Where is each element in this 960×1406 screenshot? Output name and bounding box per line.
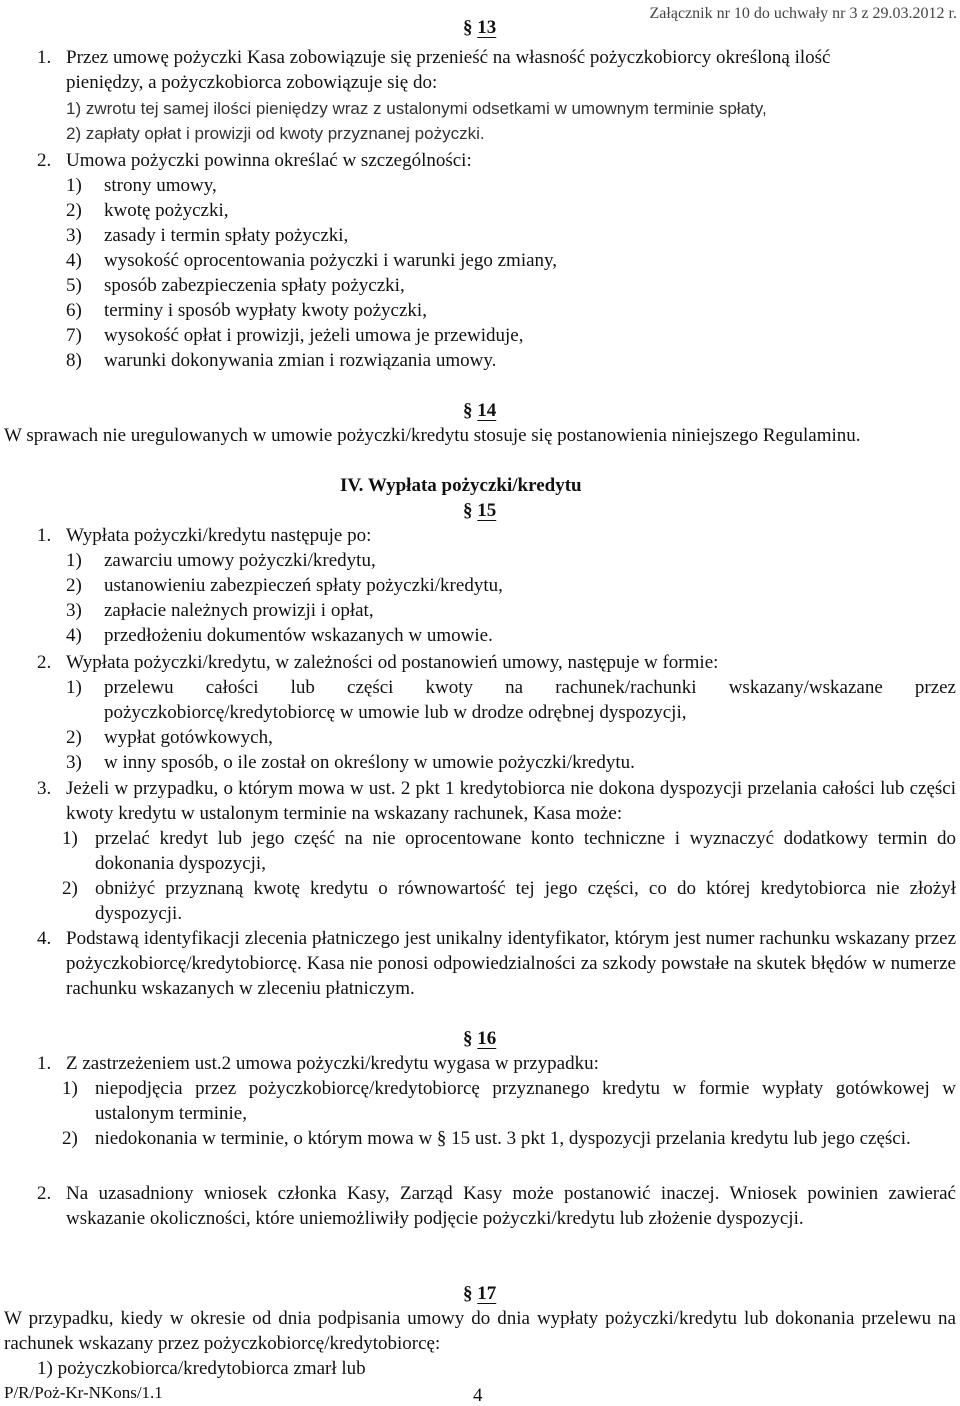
s14-text: W sprawach nie uregulowanych w umowie pożyczki/kredytu stosuje się postanowienia niniejszego Regulaminu. [4,425,861,446]
list-item-number: 2) [66,200,82,221]
list-item-number: 2) [62,878,78,899]
list-item-number: 7) [66,325,82,346]
list-item-text: przelać kredyt lub jego część na nie oprocentowane konto techniczne i wyznaczyć dodatkowy termin do dokonania dyspozycji, [95,828,956,874]
list-item-number: 1) [66,677,82,698]
list-item-text: w inny sposób, o ile został on określony w umowie pożyczki/kredytu. [104,752,635,773]
s15-p2-number: 2. [37,652,52,673]
s13-p1-line2: pieniędzy, a pożyczkobiorca zobowiązuje się do: [66,72,438,93]
s13-p1-line1: Przez umowę pożyczki Kasa zobowiązuje się przenieść na własność pożyczkobiorcy określoną ilość [66,47,831,68]
list-item-text: zawarciu umowy pożyczki/kredytu, [104,550,376,571]
document-code: P/R/Poż-Kr-NKons/1.1 [4,1383,163,1402]
list-item-number: 2) [62,1128,78,1149]
list-item-number: 2) [66,727,82,748]
list-item-text: zapłacie należnych prowizji i opłat, [104,600,374,621]
list-item-text: wysokość opłat i prowizji, jeżeli umowa je przewiduje, [104,325,524,346]
s15-p2-intro: Wypłata pożyczki/kredytu, w zależności od postanowień umowy, następuje w formie: [66,652,719,673]
section-15-heading: § 15 [463,500,497,521]
s16-p1-number: 1. [37,1053,52,1074]
s16-p2-number: 2. [37,1183,52,1204]
list-item-text: wypłat gotówkowych, [104,727,273,748]
list-item-text: strony umowy, [104,175,217,196]
list-item-number: 1) [66,175,82,196]
list-item-text: niepodjęcia przez pożyczkobiorcę/kredytobiorcę przyznanego kredytu w formie wypłaty gotówkowej w ustalonym terminie, [95,1078,956,1124]
attachment-header: Załącznik nr 10 do uchwały nr 3 z 29.03.2012 r. [649,5,957,22]
page-number: 4 [473,1385,483,1406]
list-item-text: warunki dokonywania zmian i rozwiązania umowy. [104,350,497,371]
list-item-number: 4) [66,250,82,271]
s15-p4-number: 4. [37,928,52,949]
s15-p1-number: 1. [37,525,52,546]
list-item-text: zasady i termin spłaty pożyczki, [104,225,349,246]
list-item-number: 8) [66,350,82,371]
list-item-number: 4) [66,625,82,646]
s15-p3-number: 3. [37,778,52,799]
s15-p4-text: Podstawą identyfikacji zlecenia płatniczego jest unikalny identyfikator, którym jest numer rachunku wskazany przez pożyczkobiorcę/kredytobiorcę. Kasa nie ponosi odpowiedzialności za szkody powstałe na skutek błędów w numerze rachunku wskazanych w zleceniu płatniczym. [66,928,956,999]
list-item-text: kwotę pożyczki, [104,200,229,221]
s13-p1-item: 1) zwrotu tej samej ilości pieniędzy wraz z ustalonymi odsetkami w umownym terminie spłaty, [66,99,767,118]
section-16-heading: § 16 [463,1028,497,1049]
list-item-text: ustanowieniu zabezpieczeń spłaty pożyczki/kredytu, [104,575,503,596]
s15-p1-intro: Wypłata pożyczki/kredytu następuje po: [66,525,372,546]
list-item-text: przelewu całości lub części kwoty na rachunek/rachunki wskazany/wskazane przez pożyczkobiorcę/kredytobiorcę w umowie lub w drodze odrębnej dyspozycji, [104,677,956,723]
s13-p1-item: 2) zapłaty opłat i prowizji od kwoty przyznanej pożyczki. [66,124,485,143]
section-13-heading: § 13 [463,17,497,38]
list-item-number: 2) [66,575,82,596]
list-item-text: obniżyć przyznaną kwotę kredytu o równowartość tej jego części, co do której kredytobiorca nie złożył dyspozycji. [95,878,956,924]
list-item-number: 3) [66,752,82,773]
list-item-text: wysokość oprocentowania pożyczki i warunki jego zmiany, [104,250,558,271]
list-item-number: 1) [62,828,78,849]
s17-item: 1) pożyczkobiorca/kredytobiorca zmarł lub [37,1358,366,1379]
list-item-text: niedokonania w terminie, o którym mowa w § 15 ust. 3 pkt 1, dyspozycji przelania kredytu lub jego części. [95,1128,911,1149]
s16-p1-intro: Z zastrzeżeniem ust.2 umowa pożyczki/kredytu wygasa w przypadku: [66,1053,599,1074]
s13-p2-number: 2. [37,150,52,171]
list-item-text: terminy i sposób wypłaty kwoty pożyczki, [104,300,427,321]
s15-p3-text: Jeżeli w przypadku, o którym mowa w ust. 2 pkt 1 kredytobiorca nie dokona dyspozycji przelania całości lub części kwoty kredytu w ustalonym terminie na wskazany rachunek, Kasa może: [66,778,956,824]
s17-text: W przypadku, kiedy w okresie od dnia podpisania umowy do dnia wypłaty pożyczki/kredytu lub dokonania przelewu na rachunek wskazany przez pożyczkobiorcę/kredytobiorcę: [4,1308,956,1354]
list-item-number: 3) [66,225,82,246]
list-item-text: przedłożeniu dokumentów wskazanych w umowie. [104,625,493,646]
list-item-text: sposób zabezpieczenia spłaty pożyczki, [104,275,405,296]
s13-p1-number: 1. [37,47,52,68]
list-item-number: 6) [66,300,82,321]
list-item-number: 5) [66,275,82,296]
s16-p2-text: Na uzasadniony wniosek członka Kasy, Zarząd Kasy może postanowić inaczej. Wniosek powinien zawierać wskazanie okoliczności, które uniemożliwiły podjęcie pożyczki/kredytu lub złożenie dyspozycji. [66,1183,956,1229]
chapter-title: IV. Wypłata pożyczki/kredytu [340,475,582,496]
section-17-heading: § 17 [463,1283,497,1304]
section-14-heading: § 14 [463,400,497,421]
list-item-number: 3) [66,600,82,621]
s13-p2-intro: Umowa pożyczki powinna określać w szczególności: [66,150,472,171]
list-item-number: 1) [66,550,82,571]
list-item-number: 1) [62,1078,78,1099]
